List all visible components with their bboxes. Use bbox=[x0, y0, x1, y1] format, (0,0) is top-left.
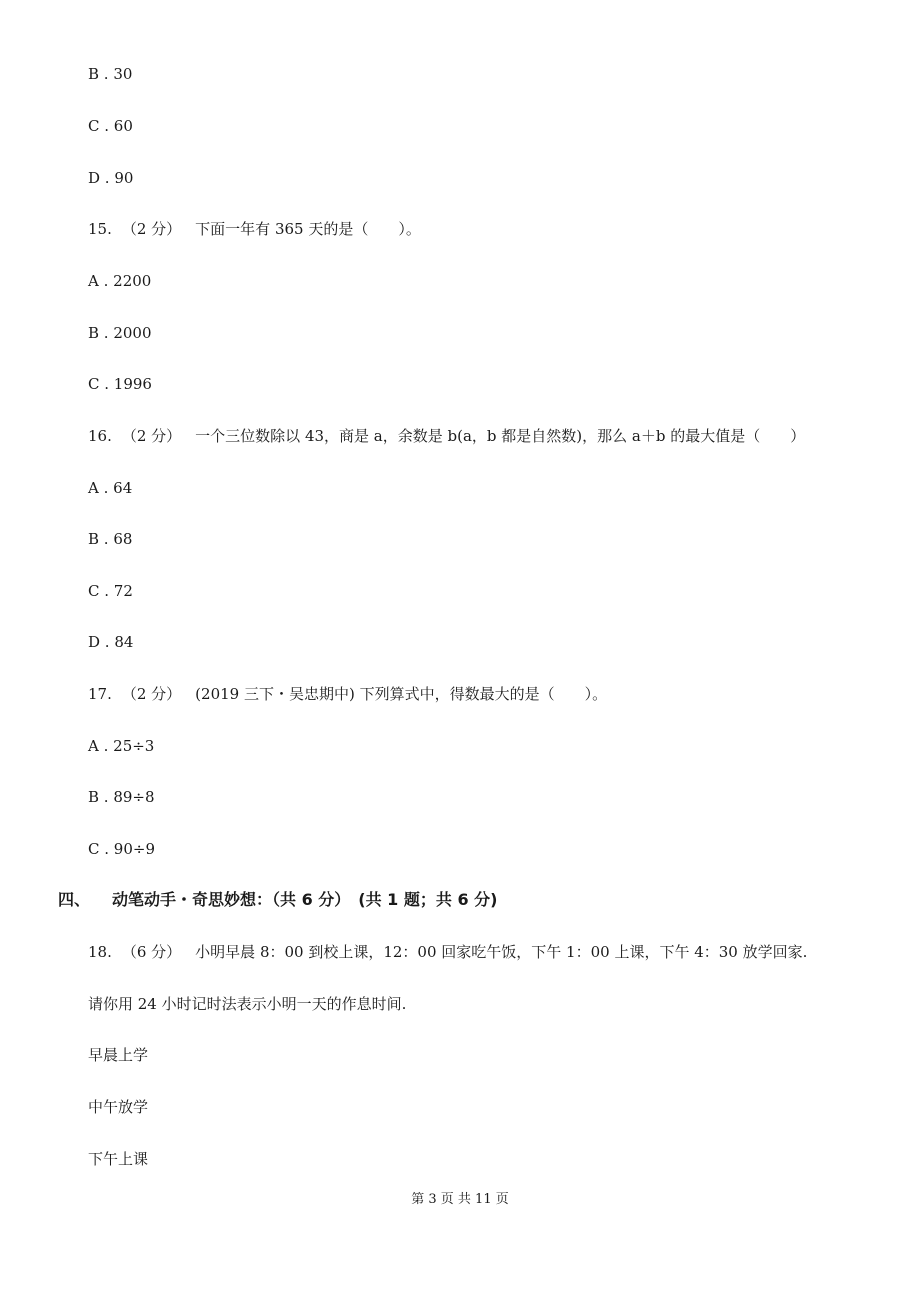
option-d: D . 84 bbox=[88, 633, 134, 651]
question-17: 17. （2 分） (2019 三下・吴忠期中) 下列算式中，得数最大的是（ ）。 bbox=[88, 685, 608, 703]
question-15: 15. （2 分） 下面一年有 365 天的是（ ）。 bbox=[88, 220, 421, 238]
option-c: C . 90÷9 bbox=[88, 840, 155, 858]
option-a: A . 2200 bbox=[88, 272, 152, 290]
option-c: C . 72 bbox=[88, 582, 133, 600]
section-number: 四、 bbox=[58, 890, 91, 909]
option-b: B . 2000 bbox=[88, 324, 152, 342]
option-b: B . 30 bbox=[88, 65, 133, 83]
answer-line-morning: 早晨上学 bbox=[88, 1046, 149, 1064]
option-b: B . 89÷8 bbox=[88, 788, 155, 806]
question-18: 18. （6 分） 小明早晨 8：00 到校上课，12：00 回家吃午饭，下午 1：00 上课，下午 4：30 放学回家. bbox=[88, 943, 808, 961]
option-d: D . 90 bbox=[88, 169, 134, 187]
option-a: A . 64 bbox=[88, 479, 133, 497]
question-16: 16. （2 分） 一个三位数除以 43，商是 a，余数是 b(a，b 都是自然数)，那么 a＋b 的最大值是（ ） bbox=[88, 427, 806, 445]
option-b: B . 68 bbox=[88, 530, 133, 548]
section-heading bbox=[58, 889, 497, 911]
option-c: C . 60 bbox=[88, 117, 133, 135]
question-18-instruction: 请你用 24 小时记时法表示小明一天的作息时间. bbox=[88, 995, 407, 1013]
page-footer: 第 3 页 共 11 页 bbox=[411, 1192, 509, 1207]
answer-line-noon: 中午放学 bbox=[88, 1098, 149, 1116]
section-title: 动笔动手・奇思妙想：（共 6 分） (共 1 题；共 6 分) bbox=[112, 890, 498, 909]
option-a: A . 25÷3 bbox=[88, 737, 155, 755]
answer-line-afternoon: 下午上课 bbox=[88, 1150, 149, 1168]
option-c: C . 1996 bbox=[88, 375, 152, 393]
